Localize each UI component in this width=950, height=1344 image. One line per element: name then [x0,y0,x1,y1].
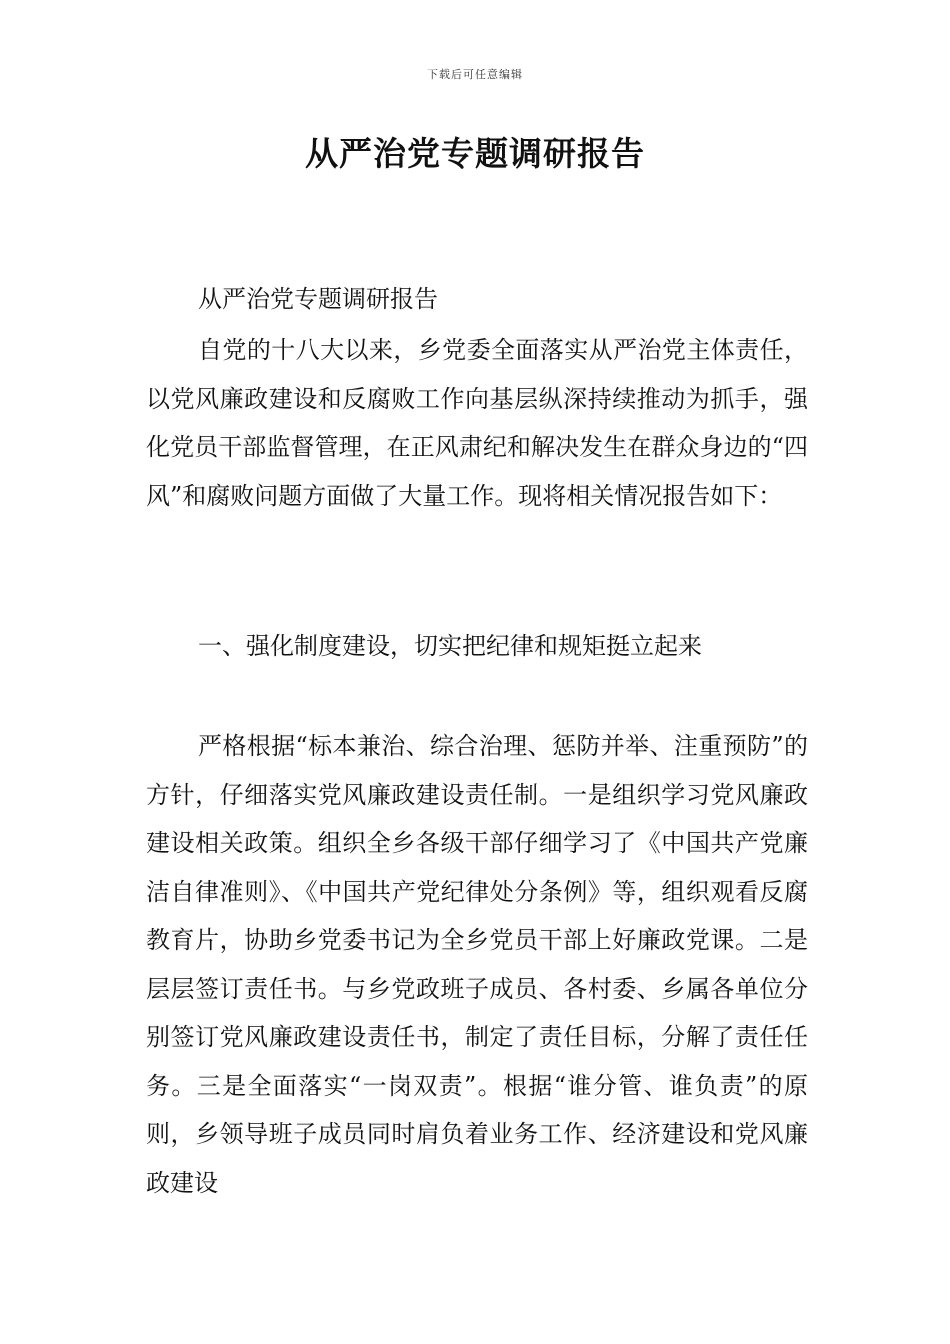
header-note: 下载后可任意编辑 [427,68,523,81]
document-subtitle: 从严治党专题调研报告 [198,285,438,313]
document-title: 从严治党专题调研报告 [305,134,645,173]
section-heading: 一、强化制度建设，切实把纪律和规矩挺立起来 [198,632,702,660]
intro-paragraph: 自党的十八大以来，乡党委全面落实从严治党主体责任，以党风廉政建设和反腐败工作向基层纵深持续推动为抓手，强化党员干部监督管理，在正风肃纪和解决发生在群众身边的“四风”和腐败问题方面做了大量工作。现将相关情况报告如下： [146,336,808,510]
section-paragraph: 严格根据“标本兼治、综合治理、惩防并举、注重预防”的方针，仔细落实党风廉政建设责任制。一是组织学习党风廉政建设相关政策。组织全乡各级干部仔细学习了《中国共产党廉洁自律准则》、《中国共产党纪律处分条例》等，组织观看反腐教育片，协助乡党委书记为全乡党员干部上好廉政党课。二是层层签订责任书。与乡党政班子成员、各村委、乡属各单位分别签订党风廉政建设责任书，制定了责任目标，分解了责任任务。三是全面落实“一岗双责”。根据“谁分管、谁负责”的原则，乡领导班子成员同时肩负着业务工作、经济建设和党风廉政建设 [146,732,808,1197]
